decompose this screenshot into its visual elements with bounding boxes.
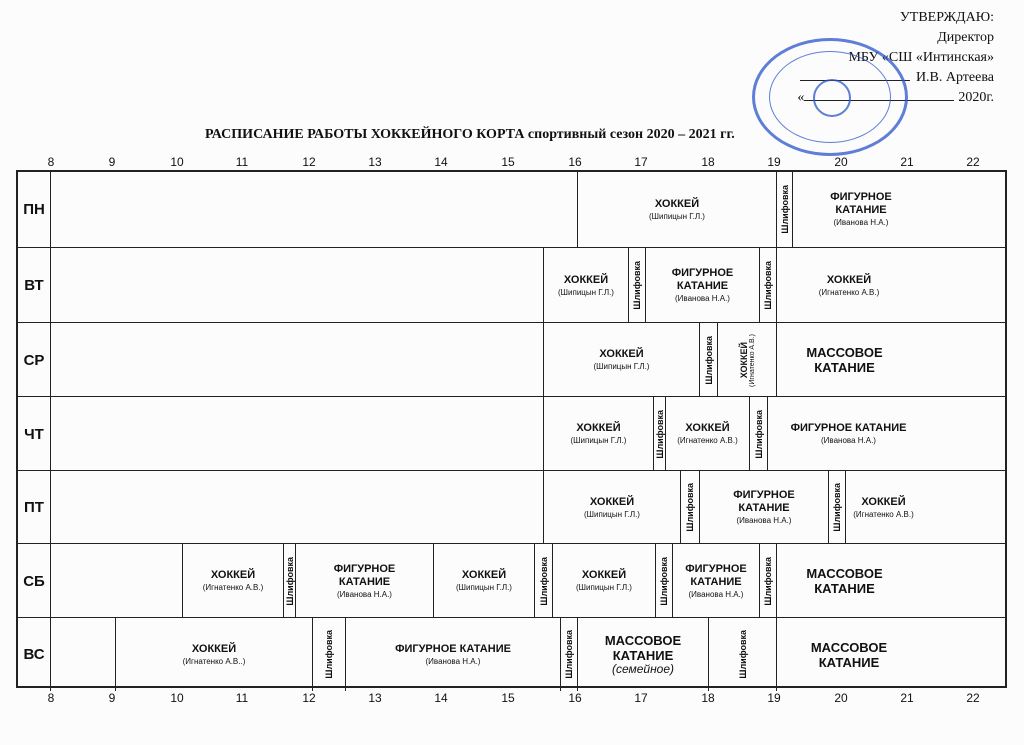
activity-slot: [543, 471, 680, 544]
slot-title: ХОККЕЙ: [210, 569, 256, 581]
slot-coach: (Иванова Н.А.): [675, 294, 730, 303]
slot-title: ФИГУРНОЕ КАТАНИЕ: [733, 489, 795, 514]
slot-title: ХОККЕЙ: [581, 569, 627, 581]
hour-label-12: 12: [302, 155, 316, 169]
hour-label-15: 15: [501, 691, 515, 705]
slot-coach: (Игнатенко А.В.): [853, 509, 914, 519]
hour-label-22: 22: [966, 691, 980, 705]
day-label: ПН: [18, 172, 51, 247]
approval-position: Директор: [937, 30, 994, 45]
hour-label-14: 14: [434, 155, 448, 169]
slot-title: ХОККЕЙ: [563, 273, 609, 286]
day-label: ЧТ: [18, 397, 51, 471]
slot-coach: (Игнатенко А.В..): [182, 656, 246, 666]
slot-title: ХОККЕЙ: [685, 422, 730, 434]
resurfacing-slot: [534, 544, 552, 618]
activity-slot: [433, 544, 534, 618]
hour-label-13: 13: [368, 691, 382, 705]
slot-coach: (Шипицын Г.Л.): [570, 436, 627, 445]
slot-coach: (Иванова Н.А.): [736, 516, 792, 525]
slot-vertical-label: Шлифовка: [703, 335, 714, 385]
hour-label-19: 19: [767, 691, 781, 705]
hour-label-17: 17: [634, 155, 648, 169]
slot-coach: (Игнатенко А.В.): [818, 287, 880, 297]
hours-scale-top: [0, 155, 1024, 169]
activity-slot: [543, 248, 628, 323]
activity-slot: [577, 172, 776, 247]
day-row-4: [18, 396, 1005, 471]
slot-vertical-label: Шлифовка: [654, 409, 665, 459]
hour-label-8: 8: [47, 155, 55, 169]
slot-title: ХОККЕЙ: [861, 495, 906, 508]
slot-coach: (Шипицын Г.Л.): [456, 583, 512, 592]
slot-title: ХОККЕЙ: [654, 197, 700, 210]
slot-coach: (Иванова Н.А.): [833, 218, 889, 227]
slot-vertical-label: Шлифовка: [632, 261, 642, 310]
activity-slot: [699, 471, 828, 544]
slot-title: ФИГУРНОЕ КАТАНИЕ: [830, 191, 892, 216]
day-label: ВС: [18, 618, 51, 691]
slot-coach: (Игнатенко А.В.): [748, 333, 756, 387]
day-label: СБ: [18, 544, 51, 618]
slot-vertical-label: Шлифовка: [753, 409, 764, 459]
day-row-7: [18, 617, 1005, 691]
activity-slot: [577, 618, 708, 691]
day-label: ВТ: [18, 248, 51, 323]
activity-slot: [776, 544, 912, 618]
slot-title: ХОККЕЙ: [461, 569, 507, 581]
activity-slot: [345, 618, 560, 691]
slot-coach: (Игнатенко А.В.): [677, 436, 738, 445]
slot-coach: (Шипицын Г.Л.): [558, 287, 614, 297]
slot-title: ХОККЕЙ: [826, 273, 872, 286]
resurfacing-slot: [655, 544, 672, 618]
hour-label-11: 11: [235, 155, 249, 169]
slot-coach: (Шипицын Г.Л.): [593, 362, 650, 371]
hour-label-14: 14: [434, 691, 448, 705]
activity-slot: [543, 397, 653, 471]
hour-label-15: 15: [501, 155, 515, 169]
slot-vertical-label: Шлифовка: [763, 261, 773, 310]
slot-vertical-label: Шлифовка: [324, 630, 334, 679]
approval-date-open: «: [797, 90, 805, 105]
slot-vertical-label: Шлифовка: [284, 556, 295, 606]
resurfacing-slot: [776, 172, 792, 247]
resurfacing-slot: [717, 323, 776, 397]
slot-coach: (Иванова Н.А.): [821, 436, 876, 445]
slot-vertical-label: Шлифовка: [832, 483, 842, 532]
day-row-1: [18, 172, 1005, 247]
hour-label-21: 21: [900, 155, 914, 169]
hour-label-16: 16: [568, 691, 582, 705]
hour-label-13: 13: [368, 155, 382, 169]
slot-title: ХОККЕЙ: [191, 642, 237, 655]
resurfacing-slot: [749, 397, 767, 471]
activity-slot: [792, 172, 929, 247]
approval-org: МБУ «СШ «Интинская»: [848, 50, 994, 65]
approval-year: 2020г.: [958, 90, 994, 105]
approval-name: И.В. Артеева: [915, 70, 994, 85]
slot-coach: (Шипицын Г.Л.): [576, 583, 632, 592]
activity-slot: [543, 323, 699, 397]
slot-coach: (Игнатенко А.В.): [202, 583, 264, 592]
slot-title: ФИГУРНОЕ КАТАНИЕ: [333, 562, 396, 588]
slot-coach: (Иванова Н.А.): [425, 656, 481, 666]
slot-subtitle: (семейное): [611, 662, 675, 676]
resurfacing-slot: [759, 248, 776, 323]
activity-slot: [776, 618, 921, 691]
activity-slot: [182, 544, 283, 618]
hours-scale-bottom: [0, 691, 1024, 705]
hour-label-12: 12: [302, 691, 316, 705]
slot-vertical-label: Шлифовка: [779, 185, 790, 234]
slot-coach: (Шипицын Г.Л.): [584, 509, 640, 519]
hour-label-9: 9: [108, 691, 116, 705]
slot-vertical-label: Шлифовка: [763, 556, 773, 606]
day-row-6: [18, 543, 1005, 618]
day-row-2: [18, 247, 1005, 323]
slot-vertical-label: Шлифовка: [564, 630, 574, 679]
day-row-5: [18, 470, 1005, 544]
slot-coach: (Иванова Н.А.): [688, 589, 744, 599]
resurfacing-slot: [828, 471, 845, 544]
slot-vertical-label: Шлифовка: [538, 556, 549, 606]
slot-coach: (Шипицын Г.Л.): [649, 211, 705, 221]
resurfacing-slot: [708, 618, 776, 691]
resurfacing-slot: [628, 248, 645, 323]
approval-heading: УТВЕРЖДАЮ:: [899, 10, 994, 25]
slot-title: ФИГУРНОЕ КАТАНИЕ: [671, 267, 734, 292]
resurfacing-slot: [312, 618, 345, 691]
slot-vertical-label: Шлифовка: [737, 630, 748, 679]
hour-label-20: 20: [834, 155, 848, 169]
slot-title: ФИГУРНОЕ КАТАНИЕ: [395, 642, 511, 655]
resurfacing-slot: [699, 323, 717, 397]
hour-label-17: 17: [634, 691, 648, 705]
slot-title: ХОККЕЙ: [599, 348, 644, 360]
day-row-3: [18, 322, 1005, 397]
hour-label-8: 8: [47, 691, 55, 705]
hour-label-19: 19: [767, 155, 781, 169]
slot-title: ФИГУРНОЕ КАТАНИЕ: [685, 562, 747, 588]
slot-title: МАССОВОЕ КАТАНИЕ: [806, 345, 883, 375]
slot-title: ФИГУРНОЕ КАТАНИЕ: [790, 422, 907, 434]
resurfacing-slot: [653, 397, 665, 471]
hour-label-10: 10: [170, 155, 184, 169]
stamp-emblem-icon: [813, 79, 851, 117]
hour-label-9: 9: [108, 155, 116, 169]
activity-slot: [672, 544, 759, 618]
resurfacing-slot: [680, 471, 699, 544]
day-label: ПТ: [18, 471, 51, 544]
schedule-grid: [16, 170, 1007, 688]
page-title: РАСПИСАНИЕ РАБОТЫ ХОККЕЙНОГО КОРТА спортивный сезон 2020 – 2021 гг.: [205, 127, 735, 142]
hour-label-18: 18: [701, 155, 715, 169]
resurfacing-slot: [560, 618, 577, 691]
hour-label-20: 20: [834, 691, 848, 705]
hour-label-11: 11: [235, 691, 249, 705]
resurfacing-slot: [283, 544, 295, 618]
activity-slot: [115, 618, 312, 691]
activity-slot: [776, 323, 912, 397]
hour-label-22: 22: [966, 155, 980, 169]
hour-label-10: 10: [170, 691, 184, 705]
hour-label-21: 21: [900, 691, 914, 705]
activity-slot: [845, 471, 921, 544]
slot-title: МАССОВОЕ КАТАНИЕ: [806, 566, 883, 596]
hour-label-18: 18: [701, 691, 715, 705]
slot-title: МАССОВОЕ КАТАНИЕ: [604, 633, 682, 663]
slot-title: ХОККЕЙ: [576, 422, 621, 434]
activity-slot: [767, 397, 929, 471]
hour-label-16: 16: [568, 155, 582, 169]
slot-title: МАССОВОЕ КАТАНИЕ: [810, 639, 888, 670]
activity-slot: [552, 544, 655, 618]
slot-title: ХОККЕЙ: [589, 495, 635, 508]
activity-slot: [645, 248, 759, 323]
day-label: СР: [18, 323, 51, 397]
organization-stamp: [752, 38, 908, 156]
activity-slot: [295, 544, 433, 618]
resurfacing-slot: [759, 544, 776, 618]
slot-vertical-label: ХОККЕЙ: [738, 341, 749, 379]
slot-vertical-label: Шлифовка: [659, 556, 669, 606]
activity-slot: [776, 248, 921, 323]
activity-slot: [665, 397, 749, 471]
slot-vertical-label: Шлифовка: [685, 483, 695, 532]
slot-coach: (Иванова Н.А.): [337, 589, 392, 599]
